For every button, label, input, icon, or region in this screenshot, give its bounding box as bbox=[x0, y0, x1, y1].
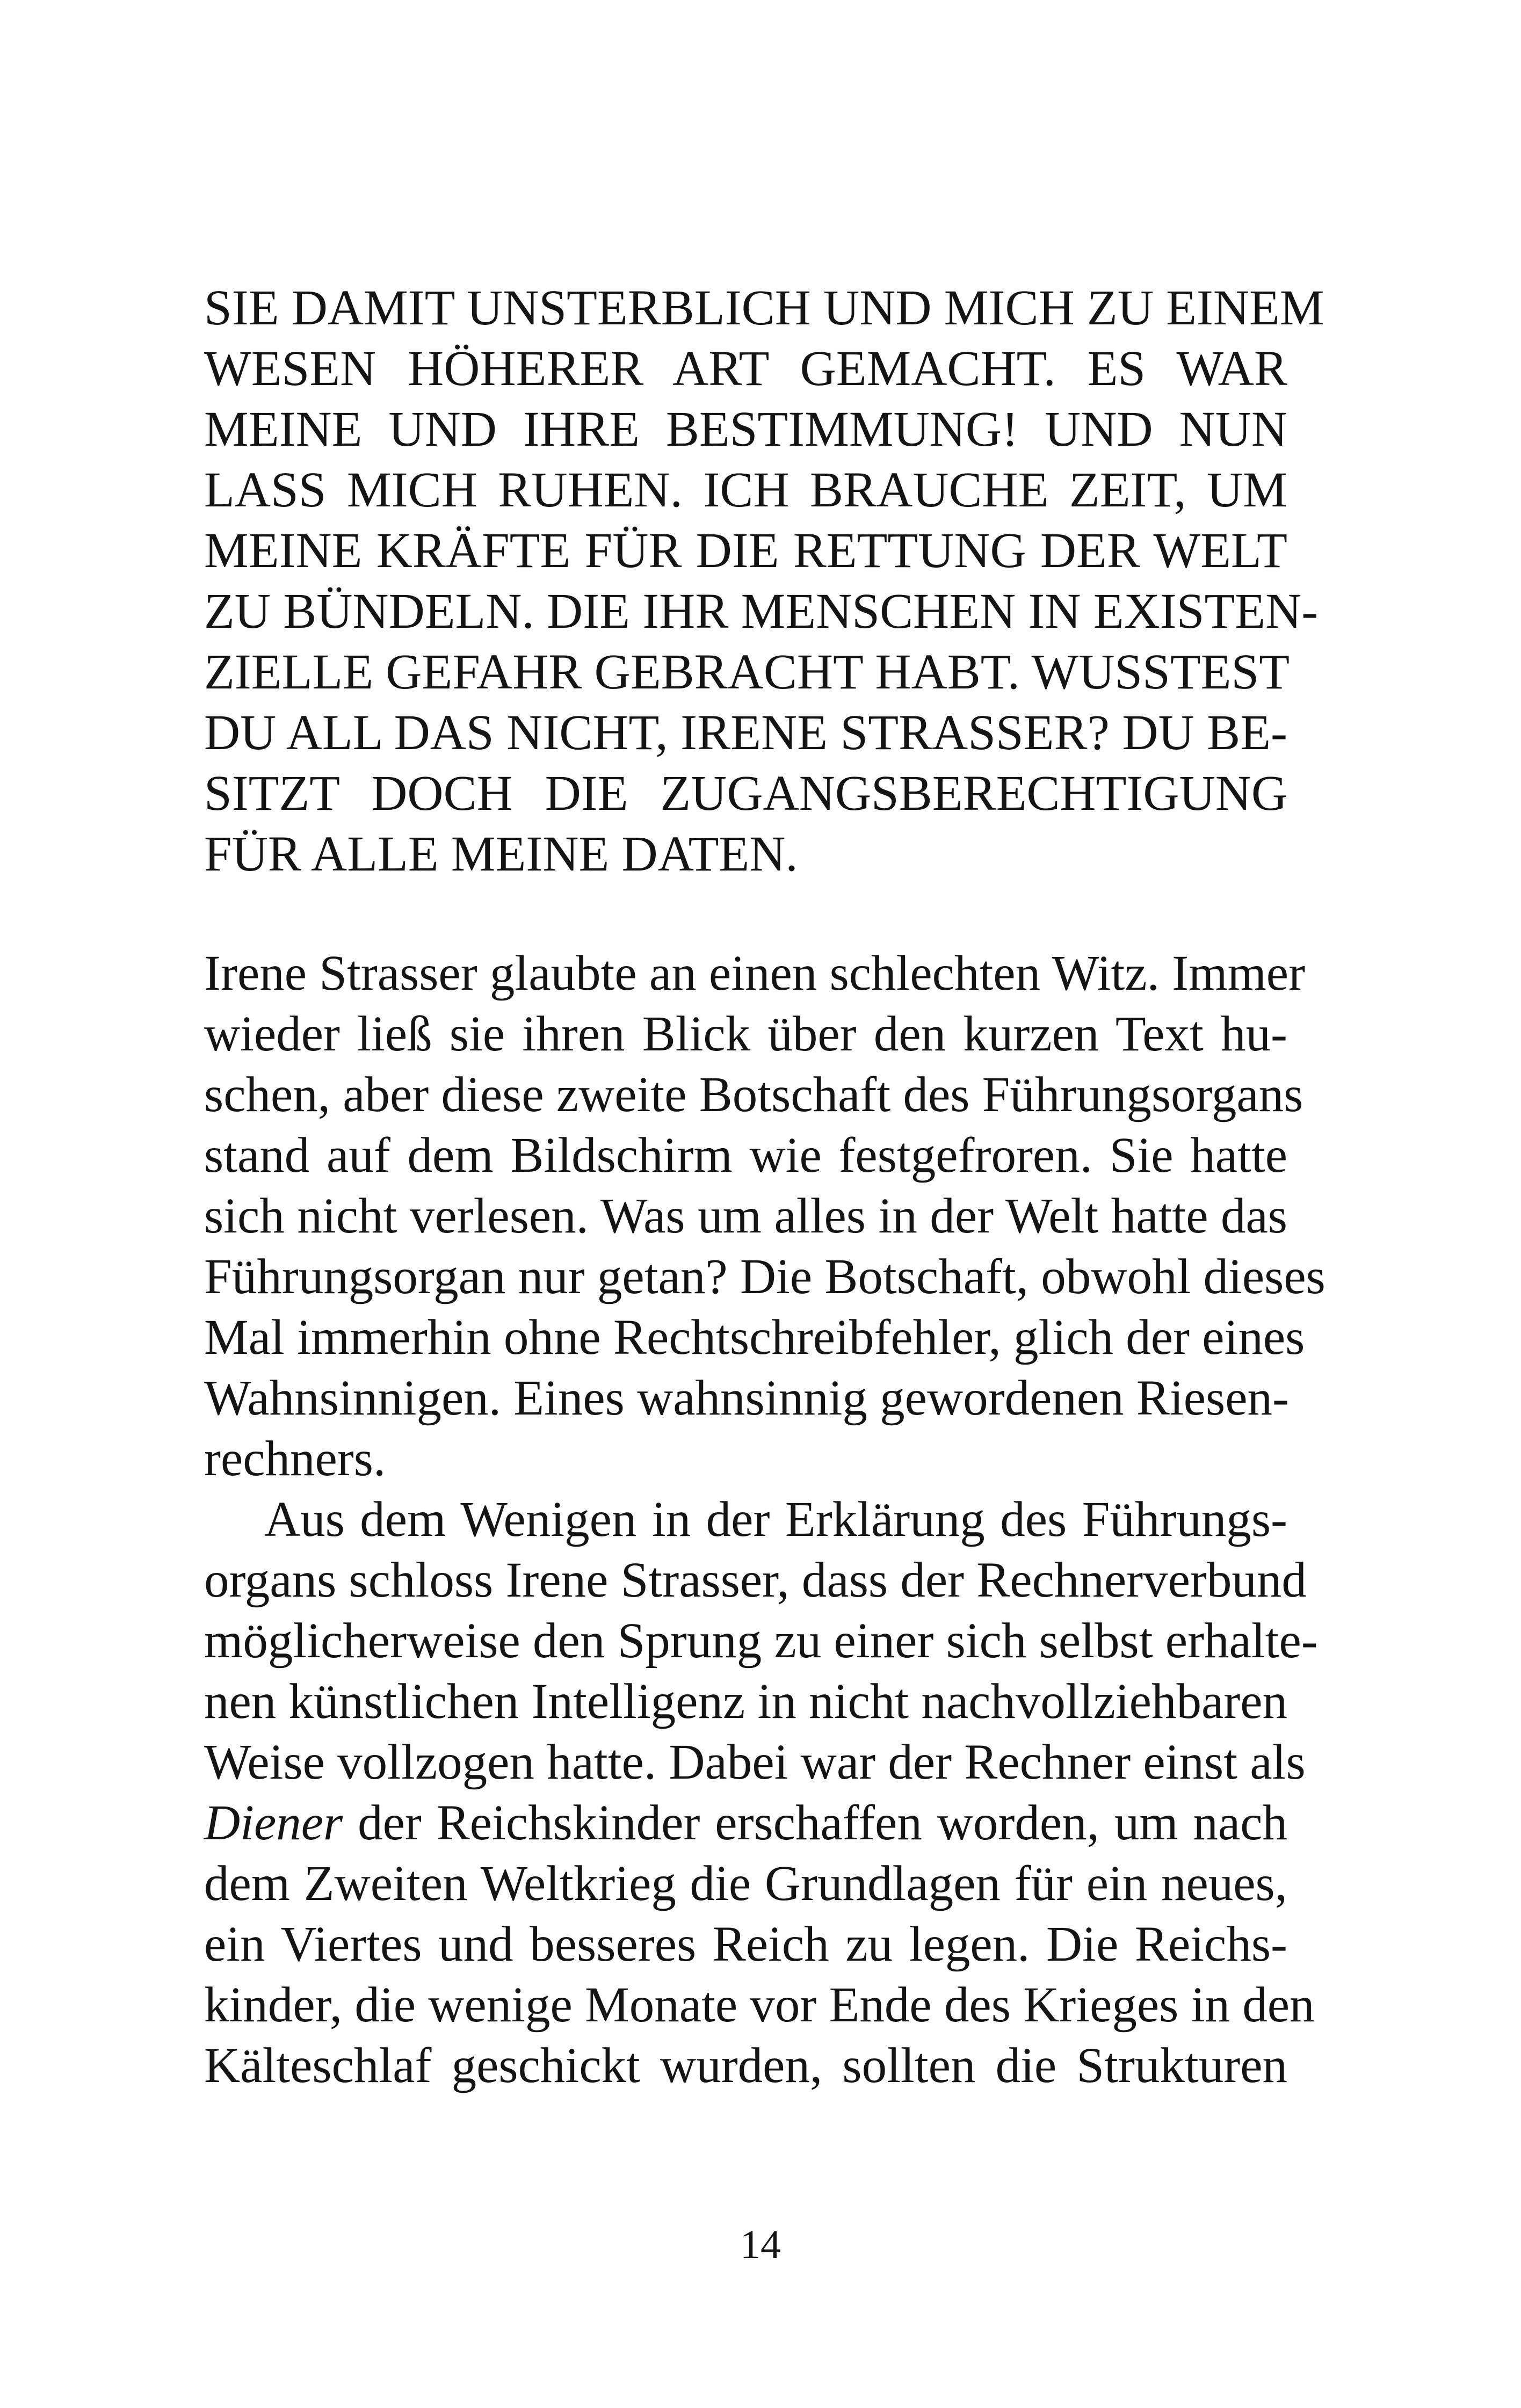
text-line: organs schloss Irene Strasser, dass der Rechnerverbund bbox=[204, 1553, 1307, 1608]
text-line: möglicherweise den Sprung zu einer sich selbst erhalte- bbox=[204, 1613, 1318, 1669]
text-line: MEINE UND IHRE BESTIMMUNG! UND NUN bbox=[204, 402, 1287, 457]
text-line: Weise vollzogen hatte. Dabei war der Rechner einst als bbox=[204, 1735, 1306, 1790]
text-line: LASS MICH RUHEN. ICH BRAUCHE ZEIT, UM bbox=[204, 462, 1287, 518]
text-line: Mal immerhin ohne Rechtschreibfehler, glich der eines bbox=[204, 1310, 1305, 1365]
text-line: DU ALL DAS NICHT, IRENE STRASSER? DU BE- bbox=[204, 705, 1287, 760]
text-line: ZIELLE GEFAHR GEBRACHT HABT. WUSSTEST bbox=[204, 644, 1290, 700]
paragraph-2 bbox=[204, 1489, 1318, 2096]
text-line: SITZT DOCH DIE ZUGANGSBERECHTIGUNG bbox=[204, 766, 1287, 821]
text-line: Führungsorgan nur getan? Die Botschaft, obwohl dieses bbox=[204, 1249, 1326, 1304]
text-line: schen, aber diese zweite Botschaft des Führungsorgans bbox=[204, 1067, 1303, 1122]
text-line: Irene Strasser glaubte an einen schlechten Witz. Immer bbox=[204, 946, 1306, 1001]
text-line: FÜR ALLE MEINE DATEN. bbox=[204, 826, 798, 882]
text-line: Wahnsinnigen. Eines wahnsinnig gewordenen Riesen- bbox=[204, 1370, 1289, 1426]
paragraph-1 bbox=[204, 943, 1326, 1489]
text-line: sich nicht verlesen. Was um alles in der Welt hatte das bbox=[204, 1188, 1287, 1244]
text-line: Aus dem Wenigen in der Erklärung des Führungs- bbox=[264, 1492, 1287, 1547]
text-line: nen künstlichen Intelligenz in nicht nachvollziehbaren bbox=[204, 1674, 1287, 1729]
text-line: kinder, die wenige Monate vor Ende des Krieges in den bbox=[204, 1977, 1315, 2033]
text-run: der Reichskinder erschaffen worden, um nach bbox=[343, 1795, 1287, 1851]
caps-paragraph bbox=[204, 278, 1324, 884]
text-line: wieder ließ sie ihren Blick über den kurzen Text hu- bbox=[204, 1006, 1287, 1062]
text-line-mixed bbox=[204, 1793, 1287, 1853]
text-line: Kälteschlaf geschickt wurden, sollten die Strukturen bbox=[204, 2038, 1287, 2093]
text-line: MEINE KRÄFTE FÜR DIE RETTUNG DER WELT bbox=[204, 523, 1287, 578]
text-line: SIE DAMIT UNSTERBLICH UND MICH ZU EINEM bbox=[204, 280, 1324, 336]
text-line: stand auf dem Bildschirm wie festgefroren. Sie hatte bbox=[204, 1128, 1287, 1183]
italic-word: Diener bbox=[204, 1795, 343, 1851]
body-text bbox=[204, 943, 1326, 2096]
text-line: ein Viertes und besseres Reich zu legen. Die Reichs- bbox=[204, 1917, 1287, 1972]
text-line: ZU BÜNDELN. DIE IHR MENSCHEN IN EXISTEN- bbox=[204, 584, 1319, 639]
text-line: rechners. bbox=[204, 1431, 386, 1486]
text-line: WESEN HÖHERER ART GEMACHT. ES WAR bbox=[204, 341, 1287, 396]
text-line: dem Zweiten Weltkrieg die Grundlagen für ein neues, bbox=[204, 1856, 1287, 1911]
page-number: 14 bbox=[740, 2222, 781, 2267]
